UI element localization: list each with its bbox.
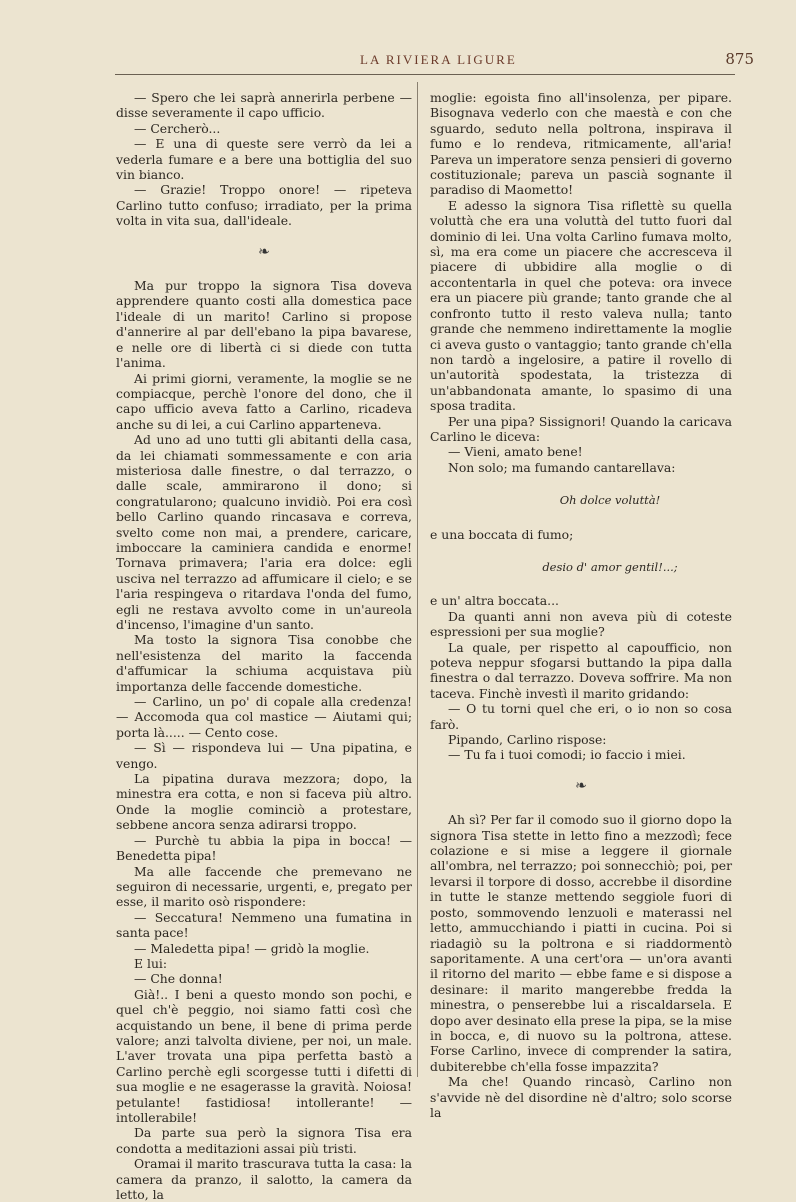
paragraph: — Tu fa i tuoi comodi; io faccio i miei. — [448, 747, 686, 763]
column-divider — [417, 82, 418, 1077]
paragraph: La pipatina durava mezzora; dopo, la minestra era cotta, e non si faceva più altro. Onde la moglie cominciò a protestare, sebbene ancora senza adirarsi troppo. — [116, 771, 412, 833]
page-number: 875 — [725, 50, 754, 68]
paragraph: — Cercherò... — [134, 120, 221, 136]
paragraph: — Grazie! Troppo onore! — ripeteva Carlino tutto confuso; irradiato, per la prima volta in vita sua, dall'ideale. — [116, 182, 412, 229]
paragraph: Ma pur troppo la signora Tisa doveva apprendere quanto costi alla domestica pace l'ideale di un marito! Carlino si propose d'annerire al par dell'ebano la pipa bavarese, e nelle ore di libertà ci si diede con tutta l'anima. — [116, 278, 412, 371]
right-column — [430, 90, 732, 1120]
paragraph: — Maledetta pipa! — gridò la moglie. — [134, 940, 370, 956]
verse-quote — [430, 560, 732, 575]
paragraph: Oramai il marito trascurava tutta la casa: la camera da pranzo, il salotto, la camera da letto, la — [116, 1156, 412, 1202]
left-column — [116, 90, 412, 1202]
paragraph: Pipando, Carlino rispose: — [448, 732, 607, 748]
paragraph: — Spero che lei saprà annerirla perbene — disse severamente il capo ufficio. — [116, 90, 412, 121]
paragraph: Ah sì? Per far il comodo suo il giorno dopo la signora Tisa stette in letto fino a mezzodì; fece colazione e si mise a leggere il giornale all'ombra, nel terrazzo; poi sonnecchiò; poi, per levarsi il torpore di dosso, accrebbe il disordine in tutte le stanze mettendo seggiole fuori di posto, sommovendo lenzuoli e materassi nel letto, ammucchiando i piatti in cucina. Poi si riadagiò su la poltrona e si riaddormentò saporitamente. A una cert'ora — un'ora avanti il ritorno del marito — ebbe fame e si dispose a desinare: il marito mangerebbe fredda la minestra, o penserebbe lui a riscaldarsela. E dopo aver desinato ella prese la pipa, se la mise in bocca, e, di nuovo su la poltrona, attese. Forse Carlino, invece di comprender la satira, dubiterebbe ch'ella fosse impazzita? — [430, 812, 732, 1074]
paragraph: Da quanti anni non aveva più di coteste espressioni per sua moglie? — [430, 608, 732, 640]
paragraph: — Sì — rispondeva lui — Una pipatina, e vengo. — [116, 740, 412, 771]
paragraph: e una boccata di fumo; — [430, 526, 574, 542]
running-title: LA RIVIERA LIGURE — [360, 52, 517, 67]
paragraph: — O tu torni quel che eri, o io non so cosa farò. — [430, 701, 732, 732]
verse-line: Oh dolce voluttà! — [559, 493, 661, 508]
section-ornament: ❧ — [575, 777, 587, 794]
paragraph: Ad uno ad uno tutti gli abitanti della casa, da lei chiamati sommessamente e con aria misteriosa dalle finestre, o dal terrazzo, o dalle scale, ammirarono il dono; si congratularono; qualcuno invidiò. Poi era così bello Carlino quando rincasava e correva, svelto come non mai, a prendere, caricare, imboccare la caminiera candida e enorme! Tornava primavera; l'aria era dolce: egli usciva nel terrazzo ad affumicare il cielo; e se l'aria respingeva o ritardava l'onda del fumo, egli ne restava avvolto come in un'aureola d'incenso, l'imagine d'un santo. — [116, 432, 412, 632]
page-header — [110, 50, 754, 76]
paragraph: E lui: — [134, 955, 168, 971]
paragraph: Ma che! Quando rincasò, Carlino non s'avvide nè del disordine nè d'altro; solo scorse la — [430, 1074, 732, 1120]
paragraph: Già!.. I beni a questo mondo son pochi, e quel ch'è peggio, noi siamo fatti così che acquistando un bene, il bene di prima perde valore; anzi talvolta diviene, per noi, un male. L'aver trovata una pipa perfetta bastò a Carlino perchè egli scorgesse tutti i difetti di sua moglie e ne esagerasse la gravità. Noiosa! petulante! fastidiosa! intollerante! — intollerabile! — [116, 986, 412, 1125]
verse-quote — [430, 493, 732, 508]
paragraph: La quale, per rispetto al capoufficio, non poteva neppur sfogarsi buttando la pipa dalla finestra o dal terrazzo. Doveva soffrire. Ma non taceva. Finchè investì il marito gridando: — [430, 639, 732, 701]
paragraph: E adesso la signora Tisa riflettè su quella voluttà che era una voluttà del tutto fuori dal dominio di lei. Una volta Carlino fumava molto, sì, ma era come un piacere che accresceva il piacere di ubbidire alla moglie o di accontentarla in quel che poteva: ora invece era un piacere più grande; tanto grande che al confronto tutto il resto valeva nulla; tanto grande che nemmeno indirettamente la moglie ci aveva gusto o vantaggio; tanto grande ch'ella non tardò a ingelosire, a patire il rovello di un'autorità spodestata, la tristezza di un'abbandonata amante, lo spasimo di una sposa tradita. — [430, 197, 732, 414]
paragraph: — Purchè tu abbia la pipa in bocca! — Benedetta pipa! — [116, 832, 412, 864]
paragraph: — Carlino, un po' di copale alla credenza! — Accomoda qua col mastice — Aiutami qui; porta là..... — Cento cose. — [116, 694, 412, 740]
paragraph: Ma alle faccende che premevano ne seguiron di necessarie, urgenti, e, pregato per esse, il marito osò rispondere: — [116, 863, 412, 910]
paragraph: Ma tosto la signora Tisa conobbe che nell'esistenza del marito la faccenda d'affumicar la schiuma acquistava più importanza delle faccende domestiche. — [116, 632, 412, 694]
paragraph: — Seccatura! Nemmeno una fumatina in santa pace! — [116, 909, 412, 941]
header-rule — [115, 74, 735, 75]
paragraph: Da parte sua però la signora Tisa era condotta a meditazioni assai più tristi. — [116, 1125, 412, 1156]
paragraph: — E una di queste sere verrò da lei a vederla fumare e a bere una bottiglia del suo vin bianco. — [116, 136, 412, 183]
verse-line: desio d' amor gentil!...; — [542, 559, 678, 574]
paragraph: — Che donna! — [134, 971, 223, 987]
paragraph: Non solo; ma fumando cantarellava: — [448, 459, 676, 475]
paragraph: — Vieni, amato bene! — [448, 444, 583, 460]
paragraph: Per una pipa? Sissignori! Quando la caricava Carlino le diceva: — [430, 413, 732, 444]
paragraph: e un' altra boccata... — [430, 593, 559, 609]
section-ornament: ❧ — [258, 243, 270, 260]
paragraph: Ai primi giorni, veramente, la moglie se ne compiacque, perchè l'onore del dono, che il capo ufficio aveva fatto a Carlino, ricadeva anche su di lei, a cui Carlino apparteneva. — [116, 370, 412, 432]
paragraph: moglie: egoista fino all'insolenza, per pipare. Bisognava vederlo con che maestà e con che sguardo, seduto nella poltrona, inspirava il fumo e lo rendeva, ritmicamente, all'aria! Pareva un imperatore senza pensieri di governo costituzionale; pareva un pascià sognante il paradiso di Maometto! — [430, 90, 732, 198]
